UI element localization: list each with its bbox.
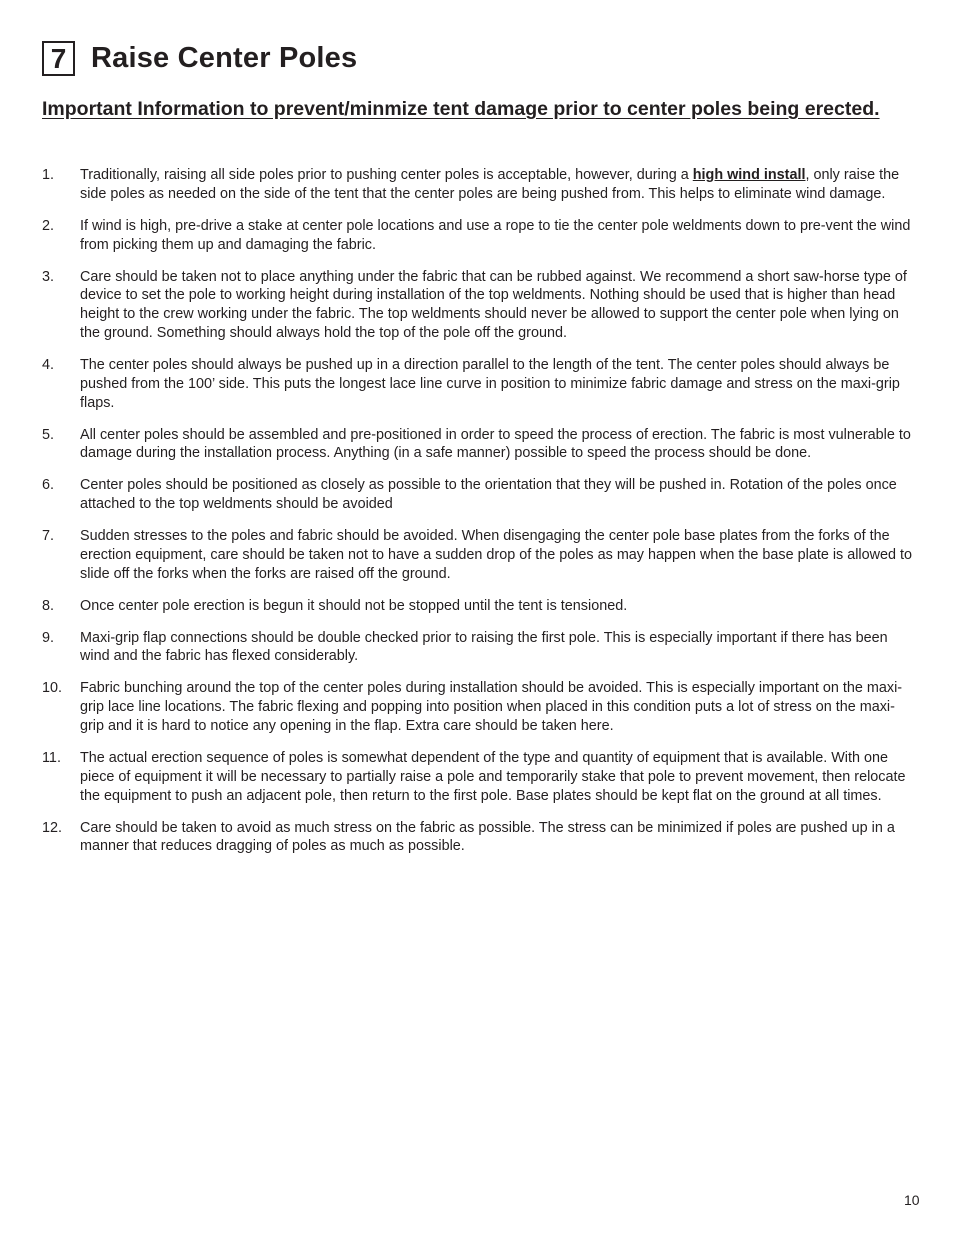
page-title: Raise Center Poles [91,42,358,74]
list-item-text [80,166,914,204]
page-number: 10 [904,1192,920,1208]
instruction-list [42,166,914,869]
list-item-text: Fabric bunching around the top of the center poles during installation should be avoided. This is especially important on the maxi-grip lace line locations. The fabric flexing and popping into position when placed in this condition puts a lot of stress on the maxi-grip and it is hard to notice any opening in the flap. Extra care should be taken here. [80,680,903,735]
list-item-number: 2. [42,217,55,234]
list-item-text: Sudden stresses to the poles and fabric should be avoided. When disengaging the center pole base plates from the forks of the erection equipment, care should be taken not to have a sudden drop of the poles as may happen when the base plate is allowed to slide off the forks when the forks are raised off the ground. [80,528,913,582]
list-item-text-before: Traditionally, raising all side poles prior to pushing center poles is acceptable, however, during a [80,167,693,183]
list-item-text: Care should be taken not to place anything under the fabric that can be rubbed against. We recommend a short saw-horse type of device to set the pole to working height during installation of the top weldments. Nothing should be used that is higher than head height to the crew working under the fabric. The top weldments should never be allowed to support the center pole when lying on the ground. Something should always hold the top of the pole off the ground. [80,268,907,341]
list-item-number: 3. [42,268,55,285]
list-item-text-after: , only raise the side poles as needed on the side of the tent that the center poles are being pushed from. This helps to eliminate wind damage. [80,167,900,202]
list-item [42,356,914,412]
list-item [42,679,914,735]
list-item-text: All center poles should be assembled and pre-positioned in order to speed the process of erection. The fabric is most vulnerable to damage during the installation process. Anything (in a safe manner) possible to speed the process should be done. [80,426,911,462]
list-item-text: The center poles should always be pushed up in a direction parallel to the length of the tent. The center poles should always be pushed from the 100’ side. This puts the longest lace line curve in position to minimize fabric damage and stress on the maxi-grip flaps. [80,356,900,411]
list-item-number: 7. [42,528,55,545]
section-header [42,41,357,76]
list-item [42,426,914,464]
list-item [42,597,914,616]
list-item-text: Once center pole erection is begun it should not be stopped until the tent is tensioned. [80,597,628,614]
list-item [42,749,914,805]
list-item-text: Maxi-grip flap connections should be double checked prior to raising the first pole. This is especially important if there has been wind and the fabric has flexed considerably. [80,629,888,665]
list-item-number: 12. [42,819,63,836]
list-item-number: 8. [42,597,55,614]
list-item-number: 11. [42,750,61,766]
list-item-text: The actual erection sequence of poles is somewhat dependent of the type and quantity of equipment that is available. With one piece of equipment it will be necessary to partially raise a pole and temporarily stake that pole to prevent movement, then relocate the equipment to push an adjacent pole, then return to the first pole. Base plates should be kept flat on the ground at all times. [80,750,906,804]
list-item-number: 10. [42,680,63,697]
step-number-box: 7 [42,41,75,76]
list-item-number: 9. [42,629,55,646]
list-item [42,268,914,343]
list-item [42,217,914,255]
list-item-number: 5. [42,426,55,443]
important-info-heading: Important Information to prevent/minmize tent damage prior to center poles being erected. [42,98,880,120]
list-item [42,629,914,667]
list-item [42,476,914,514]
list-item [42,166,914,204]
list-item [42,527,914,583]
list-item-text: Center poles should be positioned as closely as possible to the orientation that they will be pushed in. Rotation of the poles once attached to the top weldments should be avoided [80,477,897,513]
list-item-number: 6. [42,477,55,494]
list-item-text: Care should be taken to avoid as much stress on the fabric as possible. The stress can be minimized if poles are pushed up in a manner that reduces dragging of poles as much as possible. [80,819,895,855]
list-item [42,819,914,857]
list-item-number: 1. [42,167,55,183]
high-wind-install-emphasis: high wind install [692,167,806,183]
list-item-number: 4. [42,356,55,373]
list-item-text: If wind is high, pre-drive a stake at center pole locations and use a rope to tie the center pole weldments down to pre-vent the wind from picking them up and damaging the fabric. [80,217,911,253]
